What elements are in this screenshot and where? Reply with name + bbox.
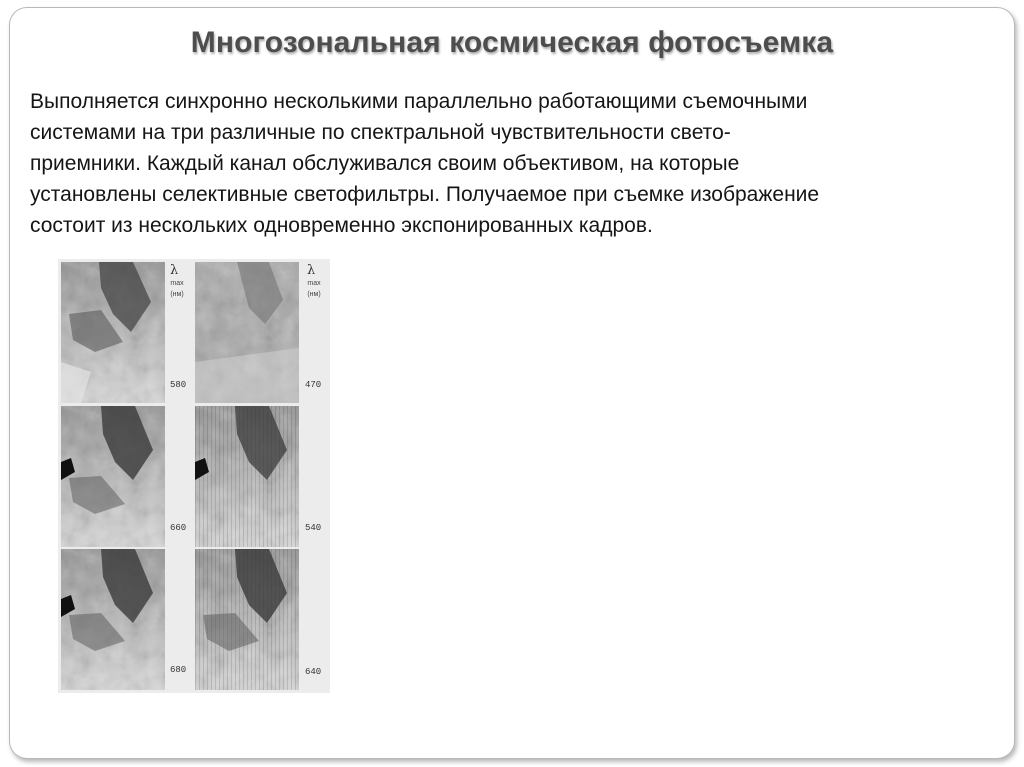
lambda-unit-label: (нм) bbox=[307, 291, 321, 298]
band-label-580: 580 bbox=[170, 380, 187, 390]
satellite-photo-680 bbox=[61, 549, 165, 690]
body-line: установлены селективные светофильтры. Получаемое при съемке изображение bbox=[30, 183, 820, 206]
lambda-unit-label: (нм) bbox=[170, 291, 184, 298]
multispectral-figure bbox=[58, 259, 330, 693]
body-paragraph bbox=[30, 86, 1010, 241]
band-label-680: 680 bbox=[170, 665, 187, 675]
body-line: Выполняется синхронно несколькими параллельно работающими съемочными bbox=[30, 90, 808, 113]
lambda-max-label: max bbox=[307, 280, 321, 287]
lambda-symbol: λ bbox=[170, 263, 179, 278]
body-line: состоит из нескольких одновременно экспонированных кадров. bbox=[30, 214, 653, 237]
band-label-640: 640 bbox=[305, 667, 322, 677]
satellite-photo-580 bbox=[61, 262, 165, 403]
satellite-photo-470 bbox=[195, 262, 299, 403]
lambda-max-label: max bbox=[170, 280, 184, 287]
lambda-symbol: λ bbox=[307, 263, 316, 278]
body-line: приемники. Каждый канал обслуживался своим объективом, на которые bbox=[30, 152, 740, 175]
slide-title: Многозональная космическая фотосъемка bbox=[190, 26, 834, 59]
satellite-photo-640 bbox=[195, 549, 299, 690]
body-line: системами на три различные по спектральной чувствительности свето- bbox=[30, 121, 731, 144]
band-label-470: 470 bbox=[305, 380, 322, 390]
satellite-photo-540 bbox=[195, 406, 299, 547]
band-label-540: 540 bbox=[305, 523, 322, 533]
satellite-photo-660 bbox=[61, 406, 165, 547]
band-label-660: 660 bbox=[170, 523, 187, 533]
